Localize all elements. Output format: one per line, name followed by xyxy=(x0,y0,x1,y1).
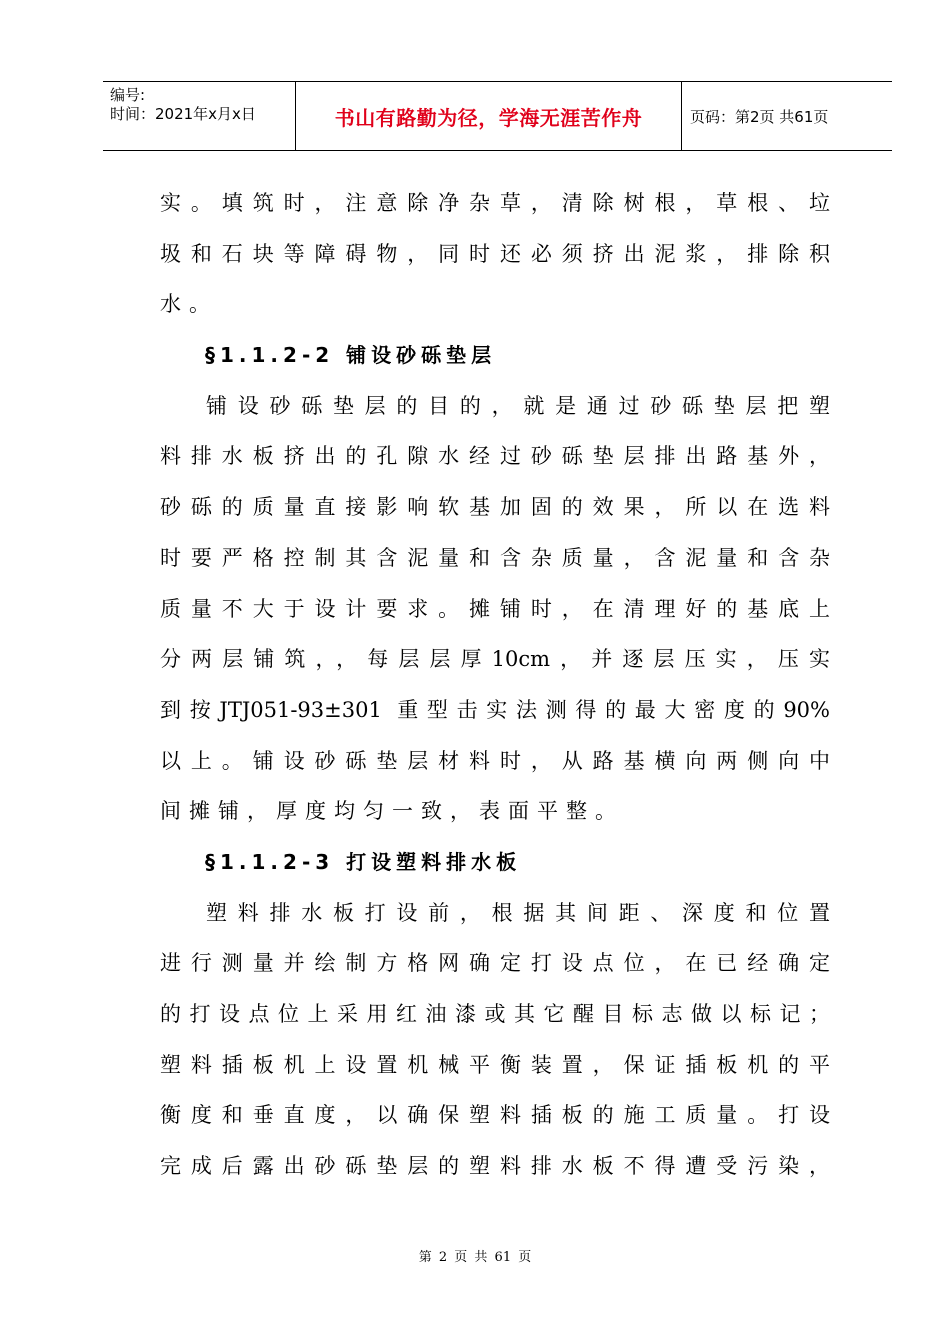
text-line: 间摊铺，厚度均匀一致，表面平整。 xyxy=(160,799,624,824)
text-line: 圾和石块等障碍物，同时还必须挤出泥浆，排除积 xyxy=(160,241,830,266)
text-line: 塑料排水板打设前，根据其间距、深度和位置 xyxy=(206,900,830,925)
section-heading: §1.1.2-3 打设塑料排水板 xyxy=(205,849,522,874)
text-line: 料排水板挤出的孔隙水经过砂砾垫层排出路基外， xyxy=(160,444,830,469)
text-line: 到按JTJ051-93±301 重型击实法测得的最大密度的90% xyxy=(160,697,830,722)
section-heading: §1.1.2-2 铺设砂砾垫层 xyxy=(205,343,497,368)
page-header xyxy=(103,81,892,151)
header-meta xyxy=(103,82,296,150)
number-label: 编号: xyxy=(110,86,146,104)
document-body xyxy=(160,178,830,1192)
text-line: 进行测量并绘制方格网确定打设点位，在已经确定 xyxy=(160,951,830,976)
page-footer: 第 2 页 共 61 页 xyxy=(418,1250,532,1265)
text-line: 实。填筑时，注意除净杂草，清除树根，草根、垃 xyxy=(160,191,830,215)
time-label: 时间：2021年x月x日 xyxy=(110,105,256,123)
text-line: 铺设砂砾垫层的目的，就是通过砂砾垫层把塑 xyxy=(206,393,830,418)
text-line: 砂砾的质量直接影响软基加固的效果，所以在选料 xyxy=(160,495,830,520)
header-page-code: 页码：第2页 共61页 xyxy=(690,107,829,126)
text-line: 分两层铺筑，，每层层厚10cm，并逐层压实，压实 xyxy=(160,647,830,672)
text-line: 完成后露出砂砾垫层的塑料排水板不得遭受污染， xyxy=(160,1154,830,1179)
text-line: 塑料插板机上设置机械平衡装置，保证插板机的平 xyxy=(160,1052,830,1077)
text-line: 的打设点位上采用红油漆或其它醒目标志做以标记； xyxy=(160,1002,830,1026)
text-line: 水。 xyxy=(160,292,218,317)
text-line: 衡度和垂直度，以确保塑料插板的施工质量。打设 xyxy=(160,1103,830,1128)
text-line: 时要严格控制其含泥量和含杂质量，含泥量和含杂 xyxy=(160,545,830,570)
text-line: 以上。铺设砂砾垫层材料时，从路基横向两侧向中 xyxy=(160,748,830,773)
header-motto: 书山有路勤为径，学海无涯苦作舟 xyxy=(296,82,682,150)
text-line: 质量不大于设计要求。摊铺时，在清理好的基底上 xyxy=(160,596,830,621)
